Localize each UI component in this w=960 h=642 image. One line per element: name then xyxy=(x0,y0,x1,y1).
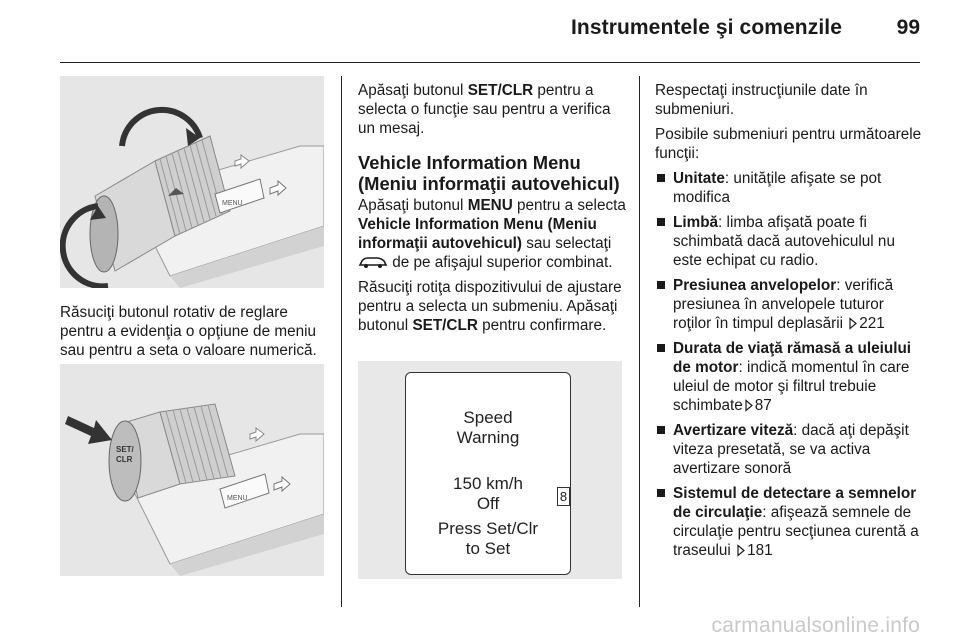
set-clr-term: SET/CLR xyxy=(412,317,478,334)
page-reference[interactable]: 87 xyxy=(754,397,772,414)
item-desc: : limba afişată poate fi schimbată dacă autovehiculul nu este echipat cu radio. xyxy=(673,214,895,269)
submenu-list-intro: Posibile submeniuri pentru următoarele funcţii: xyxy=(655,126,922,162)
set-clr-intro xyxy=(358,81,630,138)
item-term: Limbă xyxy=(673,214,719,231)
display-value xyxy=(406,474,570,514)
list-item xyxy=(655,276,923,333)
column-3 xyxy=(655,81,923,566)
header-rule xyxy=(60,62,920,63)
item-desc: : afişează semnele de circulaţie pentru secţiunea curentă a traseului xyxy=(673,504,919,559)
display-speed-value: 150 km/h xyxy=(453,474,523,493)
text-run: de pe afişajul superior combinat. xyxy=(388,254,613,271)
display-hint-line: Press Set/Clr xyxy=(437,519,539,538)
text-run: Apăsaţi butonul xyxy=(358,82,468,99)
watermark: carmanualsonline.info xyxy=(711,614,920,637)
menu-button-label: MENU xyxy=(222,200,243,207)
caption-text: Răsuciţi butonul rotativ de reglare pentru a evidenţia o opţiune de meniu sau pentru a seta o valoare numerică. xyxy=(60,304,317,359)
display-hint-line: to Set xyxy=(465,539,511,558)
item-desc: : unităţile afişate se pot modifica xyxy=(673,170,882,206)
page-number: 99 xyxy=(896,16,920,39)
column-divider-1 xyxy=(341,76,342,607)
figure-set-clr-button xyxy=(60,364,324,576)
reference-arrow-icon xyxy=(848,317,858,330)
display-status-value: Off xyxy=(476,494,500,513)
set-clr-label-line1: SET/ xyxy=(116,445,134,454)
text-run: Apăsaţi butonul xyxy=(358,197,468,214)
item-term: Sistemul de detectare a semnelor de circulaţie xyxy=(673,485,917,521)
display-title-line: Speed xyxy=(463,408,513,427)
list-item xyxy=(655,421,923,478)
display-speed-warning xyxy=(405,372,571,575)
text-run: pentru confirmare. xyxy=(477,317,607,334)
display-gear-badge: 8 xyxy=(557,487,570,506)
set-clr-label-line2: CLR xyxy=(116,455,133,464)
page-header-title: Instrumentele şi comenzile xyxy=(570,16,842,39)
display-title-line: Warning xyxy=(456,428,520,447)
text-run: pentru a selecta o funcţie sau pentru a verifica un mesaj. xyxy=(358,82,611,137)
page-reference[interactable]: 181 xyxy=(747,542,773,559)
section-heading-vehicle-info: Vehicle Information Menu (Meniu informaţii autovehicul) xyxy=(358,152,620,194)
submenu-instruction xyxy=(358,278,630,335)
reference-arrow-icon xyxy=(736,544,746,557)
item-desc: : indică momentul în care uleiul de motor şi filtrul trebuie schimbate xyxy=(673,359,910,414)
list-item xyxy=(655,339,923,415)
text-run: Răsuciţi rotiţa dispozitivului de ajustare pentru a selecta un submeniu. Apăsaţi butonul xyxy=(358,279,622,334)
menu-button-label-2: MENU xyxy=(227,495,248,502)
text-run: sau selectaţi xyxy=(522,235,612,252)
submenu-intro: Respectaţi instrucţiunile date în submeniuri. xyxy=(655,82,868,118)
display-hint xyxy=(406,519,570,559)
text-run: pentru a selecta xyxy=(512,197,626,214)
reference-arrow-icon xyxy=(744,399,754,412)
lever-illustration-press xyxy=(60,364,324,576)
column-divider-2 xyxy=(639,76,640,607)
item-term: Durata de viaţă rămasă a uleiului de motor xyxy=(673,340,912,376)
page-reference[interactable]: 221 xyxy=(859,315,885,332)
list-item xyxy=(655,213,923,270)
submenu-list xyxy=(655,169,923,560)
lever-illustration-rotate xyxy=(60,76,324,288)
item-desc: : verifică presiunea în anvelopele tuturor roţilor în timpul deplasării xyxy=(673,277,894,332)
item-desc: : dacă aţi depăşit viteza presetată, se va activa avertizare sonoră xyxy=(673,422,909,477)
menu-instruction xyxy=(358,196,630,272)
vehicle-info-menu-term: Vehicle Information Menu (Meniu informaţii autovehicul) xyxy=(358,216,597,252)
list-item xyxy=(655,169,923,207)
item-term: Unitate xyxy=(673,170,725,187)
item-term: Avertizare viteză xyxy=(673,422,794,439)
list-item xyxy=(655,484,923,560)
car-icon xyxy=(358,255,388,269)
figure-adjuster-wheel xyxy=(60,76,324,288)
display-title xyxy=(406,408,570,448)
menu-term: MENU xyxy=(467,197,513,214)
set-clr-term: SET/CLR xyxy=(467,82,534,99)
item-term: Presiunea anvelopelor xyxy=(673,277,837,294)
column-2 xyxy=(358,81,630,341)
caption-adjuster-wheel xyxy=(60,303,332,366)
